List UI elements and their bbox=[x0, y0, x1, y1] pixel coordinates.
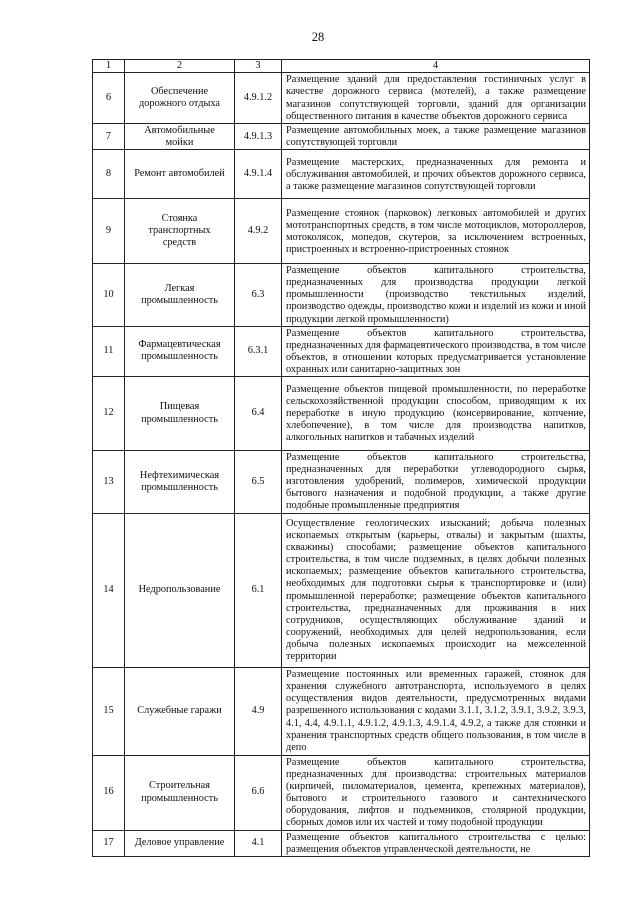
table-row bbox=[93, 150, 590, 199]
use-type-description: Размещение зданий для предоставления гостиничных услуг в качестве дорожного сервиса (мотелей), а также размещение магазинов сопутствующей торговли, зданий для организации общественного питания в качестве объектов дорожного сервиса bbox=[282, 73, 590, 124]
row-number: 11 bbox=[93, 326, 125, 376]
use-type-description: Размещение объектов капитального строительства, предназначенных для производства: строительных материалов (кирпичей, пиломатериалов, цемента, крепежных материалов), бытового и строительного газового и сантехнического оборудования, лифтов и подъемников, столярной продукции, сборных домов или их частей и тому подобной продукции bbox=[282, 755, 590, 830]
use-type-description: Размещение объектов капитального строительства с целью: размещения объектов управленческой деятельности, не bbox=[282, 830, 590, 856]
page-number: 28 bbox=[311, 30, 325, 44]
table-header-row bbox=[93, 60, 590, 73]
table-row bbox=[93, 199, 590, 264]
row-number: 14 bbox=[93, 513, 125, 667]
use-type-name: Пищевая промышленность bbox=[125, 377, 235, 451]
use-type-name: Фармацевтическая промышленность bbox=[125, 326, 235, 376]
table-row bbox=[93, 667, 590, 755]
use-type-code: 6.6 bbox=[235, 755, 282, 830]
row-number: 17 bbox=[93, 830, 125, 856]
row-number: 16 bbox=[93, 755, 125, 830]
use-type-code: 6.4 bbox=[235, 377, 282, 451]
row-number: 10 bbox=[93, 264, 125, 326]
use-type-description: Размещение автомобильных моек, а также размещение магазинов сопутствующей торговли bbox=[282, 124, 590, 150]
table-row bbox=[93, 264, 590, 326]
use-type-name: Недропользование bbox=[125, 513, 235, 667]
use-type-code: 6.1 bbox=[235, 513, 282, 667]
use-type-name: Стоянка транспортных средств bbox=[125, 199, 235, 264]
use-type-name: Деловое управление bbox=[125, 830, 235, 856]
use-type-name: Автомобильные мойки bbox=[125, 124, 235, 150]
header-cell: 4 bbox=[282, 60, 590, 73]
header-cell: 2 bbox=[125, 60, 235, 73]
use-type-code: 6.3 bbox=[235, 264, 282, 326]
use-type-description: Размещение постоянных или временных гаражей, стоянок для хранения служебного автотранспорта, используемого в целях осуществления видов деятельности, предусмотренных видами разрешенного использования с кодами 3.1.1, 3.1.2, 3.9.1, 3.9.2, 3.9.3, 4.1, 4.4, 4.9.1.1, 4.9.1.2, 4.9.1.3, 4.9.1.4, 4.9.2, а также для стоянки и хранения транспортных средств общего пользования, в том числе в депо bbox=[282, 667, 590, 755]
use-type-description: Размещение стоянок (парковок) легковых автомобилей и других мототранспортных средств, в том числе мотоциклов, мотороллеров, мотоколясок, мопедов, скутеров, за исключением встроенных, пристроенных и встроенно-пристроенных стоянок bbox=[282, 199, 590, 264]
use-type-code: 4.9.1.3 bbox=[235, 124, 282, 150]
use-type-code: 4.1 bbox=[235, 830, 282, 856]
row-number: 6 bbox=[93, 73, 125, 124]
land-use-table bbox=[92, 59, 590, 857]
table-row bbox=[93, 451, 590, 513]
row-number: 7 bbox=[93, 124, 125, 150]
use-type-code: 4.9.1.4 bbox=[235, 150, 282, 199]
table-row bbox=[93, 124, 590, 150]
row-number: 13 bbox=[93, 451, 125, 513]
use-type-name: Строительная промышленность bbox=[125, 755, 235, 830]
use-type-description: Размещение мастерских, предназначенных для ремонта и обслуживания автомобилей, и прочих объектов дорожного сервиса, а также размещение магазинов сопутствующей торговли bbox=[282, 150, 590, 199]
use-type-name: Ремонт автомобилей bbox=[125, 150, 235, 199]
row-number: 8 bbox=[93, 150, 125, 199]
use-type-name: Служебные гаражи bbox=[125, 667, 235, 755]
row-number: 12 bbox=[93, 377, 125, 451]
use-type-description: Размещение объектов пищевой промышленности, по переработке сельскохозяйственной продукции способом, приводящим к их переработке в иную продукцию (консервирование, копчение, хлебопечение), в том числе для производства напитков, алкогольных напитков и табачных изделий bbox=[282, 377, 590, 451]
use-type-description: Размещение объектов капитального строительства, предназначенных для фармацевтического производства, в том числе объектов, в отношении которых предусматривается установление охранных или санитарно-защитных зон bbox=[282, 326, 590, 376]
use-type-name: Нефтехимическая промышленность bbox=[125, 451, 235, 513]
use-type-description: Размещение объектов капитального строительства, предназначенных для переработки углеводородного сырья, изготовления удобрений, полимеров, химической продукции бытового назначения и подобной продукции, а также другие подобные промышленные предприятия bbox=[282, 451, 590, 513]
table-row bbox=[93, 326, 590, 376]
use-type-name: Обеспечение дорожного отдыха bbox=[125, 73, 235, 124]
use-type-code: 6.3.1 bbox=[235, 326, 282, 376]
use-type-name: Легкая промышленность bbox=[125, 264, 235, 326]
use-type-description: Осуществление геологических изысканий; добыча полезных ископаемых открытым (карьеры, отвалы) и закрытым (шахты, скважины) способами; размещение объектов капитального строительства, в том числе подземных, в целях добычи полезных ископаемых; размещение объектов капитального строительства, необходимых для подготовки сырья к транспортировке и (или) промышленной переработке; размещение объектов капитального строительства, предназначенных для проживания в них сотрудников, осуществляющих обслуживание зданий и сооружений, необходимых для целей недропользования, если добыча полезных ископаемых происходит на межселенной территории bbox=[282, 513, 590, 667]
table-row bbox=[93, 830, 590, 856]
header-cell: 3 bbox=[235, 60, 282, 73]
use-type-description: Размещение объектов капитального строительства, предназначенных для производства продукции легкой промышленности (производство текстильных изделий, производство одежды, производство кожи и изделий из кожи и иной продукции легкой промышленности) bbox=[282, 264, 590, 326]
use-type-code: 4.9 bbox=[235, 667, 282, 755]
row-number: 15 bbox=[93, 667, 125, 755]
use-type-code: 6.5 bbox=[235, 451, 282, 513]
use-type-code: 4.9.1.2 bbox=[235, 73, 282, 124]
table-row bbox=[93, 513, 590, 667]
table-row bbox=[93, 377, 590, 451]
table-row bbox=[93, 755, 590, 830]
table-row bbox=[93, 73, 590, 124]
use-type-code: 4.9.2 bbox=[235, 199, 282, 264]
header-cell: 1 bbox=[93, 60, 125, 73]
row-number: 9 bbox=[93, 199, 125, 264]
